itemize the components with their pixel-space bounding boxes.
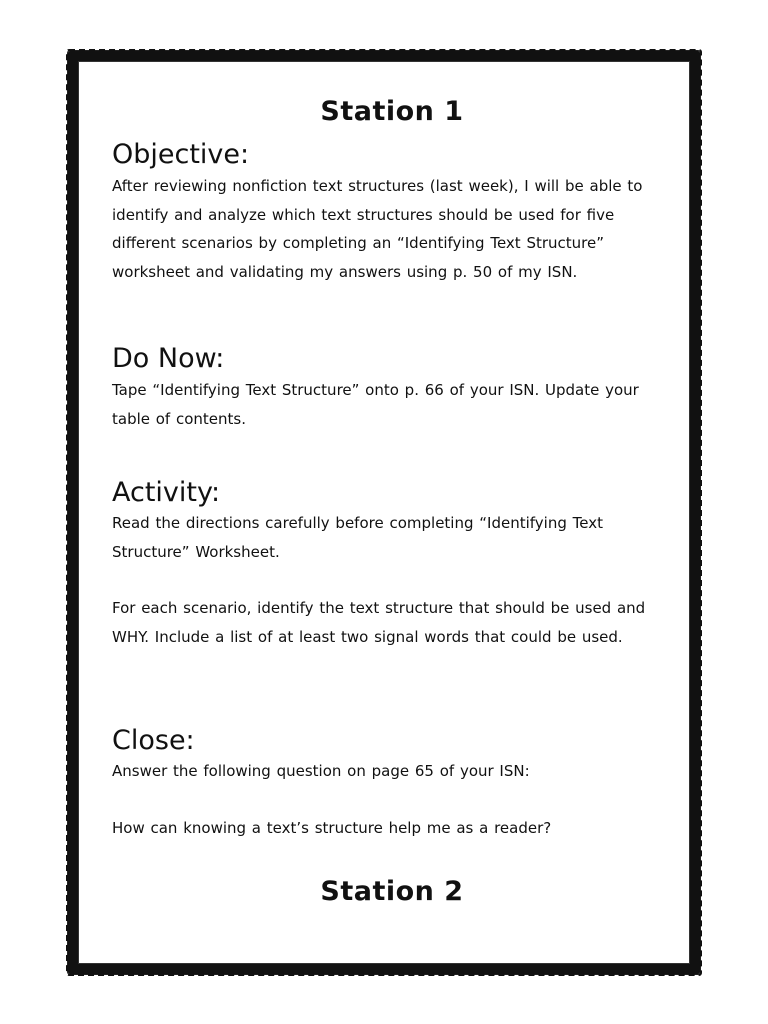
do-now-heading: Do Now: [112,343,225,374]
activity-heading: Activity: [112,477,221,508]
close-heading: Close: [112,725,195,756]
close-instruction-text: Answer the following question on page 65 of your ISN: [112,762,530,780]
close-question-text: How can knowing a text’s structure help me as a reader? [112,819,552,837]
objective-text: After reviewing nonfiction text structures (last week), I will be able to identify and analyze which text structures should be used for five different scenarios by completing an “Identifying Text Structure” worksheet and validating my answers using p. 50 of my ISN. [112,177,643,281]
station-2-title: Station 2 [320,876,464,907]
objective-heading: Objective: [112,139,250,170]
station-1-title: Station 1 [320,96,464,127]
activity-scenario-text: For each scenario, identify the text structure that should be used and WHY. Include a list of at least two signal words that could be used. [112,599,646,646]
activity-directions-text: Read the directions carefully before completing “Identifying Text Structure” Worksheet. [112,514,603,561]
do-now-text: Tape “Identifying Text Structure” onto p. 66 of your ISN. Update your table of contents. [112,381,639,428]
